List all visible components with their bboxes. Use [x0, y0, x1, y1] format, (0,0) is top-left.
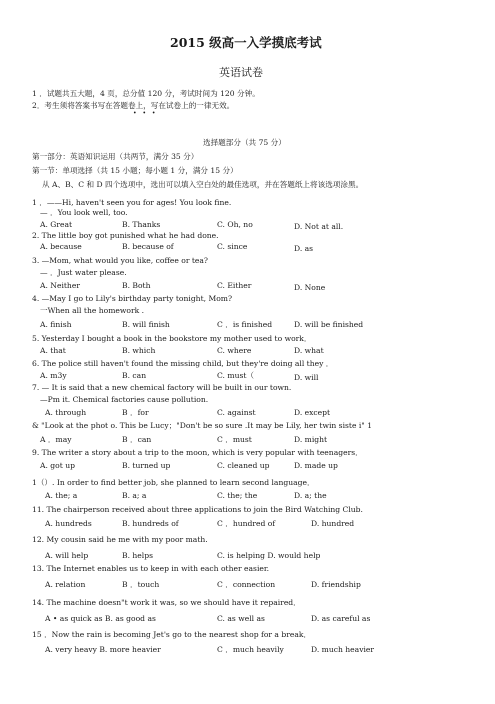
exam-line: C. is helping D. would help: [217, 551, 321, 560]
exam-line: C. Either: [217, 281, 252, 290]
exam-line: D. as careful as: [311, 614, 371, 623]
exam-line: 1（）. In order to find better job, she planned to learn second language．: [32, 478, 315, 487]
exam-line: D. None: [294, 283, 326, 292]
exam-line: A. got up: [40, 461, 75, 470]
exam-line: B ．for: [122, 408, 149, 417]
exam-line: 15 ．Now the rain is becoming Jet's go to the nearest shop for a break．: [32, 630, 312, 639]
exam-line: & "Look at the phot o. This be Lucy；"Don't be so sure .It may be Lily, her twin siste i" 1: [32, 421, 373, 430]
exam-line: 14. The machine doesn"t work it was, so we should have it repaired．: [32, 598, 301, 607]
exam-line: B. will finish: [122, 320, 170, 329]
exam-line: D. except: [294, 408, 331, 417]
exam-line: 6. The police still haven't found the missing child, but they're doing all they ．: [32, 359, 334, 368]
exam-subtitle: 英语试卷: [219, 66, 263, 79]
exam-line: C. must（: [217, 371, 255, 380]
exam-line: C ．much heavily: [217, 645, 284, 654]
exam-line: A • as quick as B. as good as: [45, 614, 156, 623]
exam-line: B. Thanks: [122, 220, 161, 229]
exam-line: D. will: [294, 373, 319, 382]
exam-line: A. through: [45, 408, 87, 417]
exam-line: A ．may: [40, 435, 72, 444]
exam-line: D. what: [294, 346, 324, 355]
exam-line: C. as well as: [217, 614, 265, 623]
exam-line: C. cleaned up: [217, 461, 270, 470]
exam-line: B. can: [122, 371, 147, 380]
exam-line: 11. The chairperson received about three applications to join the Bird Watching Club.: [32, 505, 363, 514]
exam-line: B. because of: [122, 242, 174, 251]
exam-line: A. very heavy B. more heavier: [45, 645, 161, 654]
exam-line: D. might: [294, 435, 328, 444]
exam-line: 2. The little boy got punished what he had done.: [32, 231, 219, 240]
exam-line: C. where: [217, 346, 252, 355]
exam-line: —Pm it. Chemical factories cause pollution.: [40, 395, 209, 404]
exam-line: C. against: [217, 408, 256, 417]
exam-line: 4. —May I go to Lily's birthday party tonight, Mom?: [32, 294, 233, 303]
exam-line: D. a; the: [294, 491, 327, 500]
exam-line: 13. The Internet enables us to keep in with each other easier.: [32, 564, 270, 573]
exam-line: C. Oh, no: [217, 220, 253, 229]
decorative-dots: • • •: [133, 110, 158, 117]
exam-line: C. the; the: [217, 491, 258, 500]
exam-line: B. turned up: [122, 461, 171, 470]
exam-line: B. hundreds of: [122, 519, 179, 528]
exam-line: 3. —Mom, what would you like, coffee or tea?: [32, 256, 209, 265]
exam-line: A. relation: [45, 580, 86, 589]
exam-line: C. since: [217, 242, 248, 251]
exam-line: A. finish: [40, 320, 72, 329]
exam-line: A. Great: [40, 220, 73, 229]
exam-line: D. Not at all.: [294, 222, 344, 231]
section-title: 选择题部分（共 75 分）: [203, 138, 286, 147]
part-title: 第一部分：英语知识运用（共两节，满分 35 分）: [32, 152, 199, 161]
exam-line: A. Neither: [40, 281, 80, 290]
exam-line: 5. Yesterday I bought a book in the bookstore my mother used to work．: [32, 334, 312, 343]
note-1: 1 ．试题共五大题，4 页，总分值 120 分，考试时间为 120 分钟。: [32, 89, 260, 98]
exam-line: C ．must: [217, 435, 252, 444]
exam-line: B. which: [122, 346, 156, 355]
instruction-text: 从 A、B、C 和 D 四个选项中，选出可以填入空白处的最佳选项，并在答题纸上将该选项涂黑。: [42, 180, 364, 189]
exam-line: A. that: [40, 346, 66, 355]
exam-line: A. the; a: [45, 491, 78, 500]
exam-line: 12. My cousin said he me with my poor math.: [32, 535, 208, 544]
exam-line: B ．touch: [122, 580, 160, 589]
exam-title: 2015 级高一入学摸底考试: [170, 35, 322, 50]
exam-line: 1 ．——Hi, haven't seen you for ages! You look fine.: [32, 198, 232, 207]
exam-line: C ．hundred of: [217, 519, 276, 528]
exam-line: 7. — It is said that a new chemical factory will be built in our town.: [32, 383, 292, 392]
subpart-title: 第一节：单项选择（共 15 小题；每小题 1 分，满分 15 分）: [32, 166, 238, 175]
exam-line: D. friendship: [311, 580, 361, 589]
exam-line: A. will help: [45, 551, 89, 560]
exam-line: D. as: [294, 244, 314, 253]
exam-line: D. hundred: [311, 519, 355, 528]
exam-line: C ．is finished: [217, 320, 273, 329]
exam-line: 一When all the homework .: [40, 306, 145, 315]
exam-line: A. because: [40, 242, 82, 251]
exam-line: B. Both: [122, 281, 151, 290]
exam-line: A. hundreds: [45, 519, 92, 528]
exam-line: D. made up: [294, 461, 338, 470]
exam-line: C ．connection: [217, 580, 276, 589]
exam-line: B. helps: [122, 551, 153, 560]
exam-line: B ．can: [122, 435, 152, 444]
exam-line: — ．Just water please.: [40, 268, 127, 277]
exam-line: 9. The writer a story about a trip to the moon, which is very popular with teenagers．: [32, 448, 363, 457]
exam-line: A. m3y: [40, 371, 67, 380]
note-2: 2．考生须将答案书写在答题卷上，写在试卷上的一律无效。: [32, 101, 235, 110]
exam-line: D. will be finished: [294, 320, 364, 329]
exam-line: D. much heavier: [311, 645, 375, 654]
exam-line: — ．You look well, too.: [40, 208, 128, 217]
exam-line: B. a; a: [122, 491, 147, 500]
